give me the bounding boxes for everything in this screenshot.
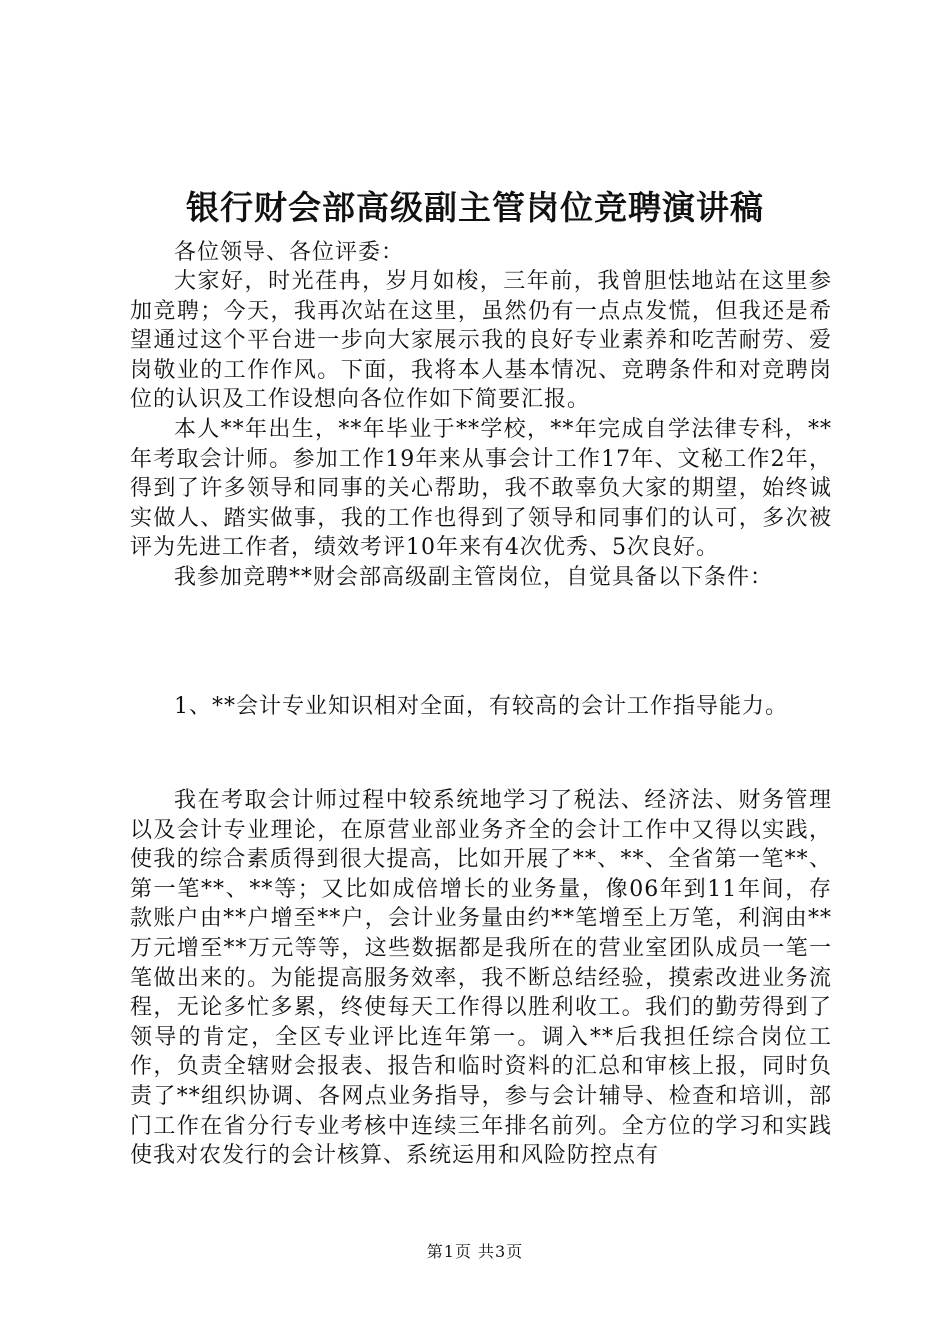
condition-item-1: 1、**会计专业知识相对全面，有较高的会计工作指导能力。 [174, 694, 788, 719]
intro-paragraphs [130, 267, 832, 593]
greeting-block [130, 238, 832, 268]
page-footer: 第1页 共3页 [426, 1242, 524, 1261]
paragraph-background: 本人**年出生，**年毕业于**学校，**年完成自学法律专科，**年考取会计师。参加工作19年来从事会计工作17年、文秘工作2年，得到了许多领导和同事的关心帮助，我不敢辜负大家的期望，始终诚实做人、踏实做事，我的工作也得到了领导和同事们的认可，多次被评为先进工作者，绩效考评10年来有4次优秀、5次良好。 [130, 416, 832, 561]
paragraph-opening: 大家好，时光荏冉，岁月如梭，三年前，我曾胆怯地站在这里参加竞聘；今天，我再次站在这里，虽然仍有一点点发慌，但我还是希望通过这个平台进一步向大家展示我的良好专业素养和吃苦耐劳、爱岗敬业的工作作风。下面，我将本人基本情况、竞聘条件和对竞聘岗位的认识及工作设想向各位作如下简要汇报。 [130, 269, 832, 413]
detail-paragraph-block [130, 786, 832, 1171]
greeting-line: 各位领导、各位评委： [174, 240, 405, 265]
paragraph-conditions-intro: 我参加竞聘**财会部高级副主管岗位，自觉具备以下条件： [174, 564, 774, 590]
paragraph-experience: 我在考取会计师过程中较系统地学习了税法、经济法、财务管理以及会计专业理论，在原营业部业务齐全的会计工作中又得以实践，使我的综合素质得到很大提高，比如开展了**、**、全省第一笔**、第一笔**、**等；又比如成倍增长的业务量，像06年到11年间，存款账户由**户增至**户，会计业务量由约**笔增至上万笔，利润由**万元增至**万元等等，这些数据都是我所在的营业室团队成员一笔一笔做出来的。为能提高服务效率，我不断总结经验，摸索改进业务流程，无论多忙多累，终使每天工作得以胜利收工。我们的勤劳得到了领导的肯定，全区专业评比连年第一。调入**后我担任综合岗位工作，负责全辖财会报表、报告和临时资料的汇总和审核上报，同时负责了**组织协调、各网点业务指导，参与会计辅导、检查和培训，部门工作在省分行专业考核中连续三年排名前列。全方位的学习和实践使我对农发行的会计核算、系统运用和风险防控点有 [130, 788, 832, 1169]
condition-item-block [130, 692, 832, 722]
document-title: 银行财会部高级副主管岗位竞聘演讲稿 [186, 188, 764, 227]
